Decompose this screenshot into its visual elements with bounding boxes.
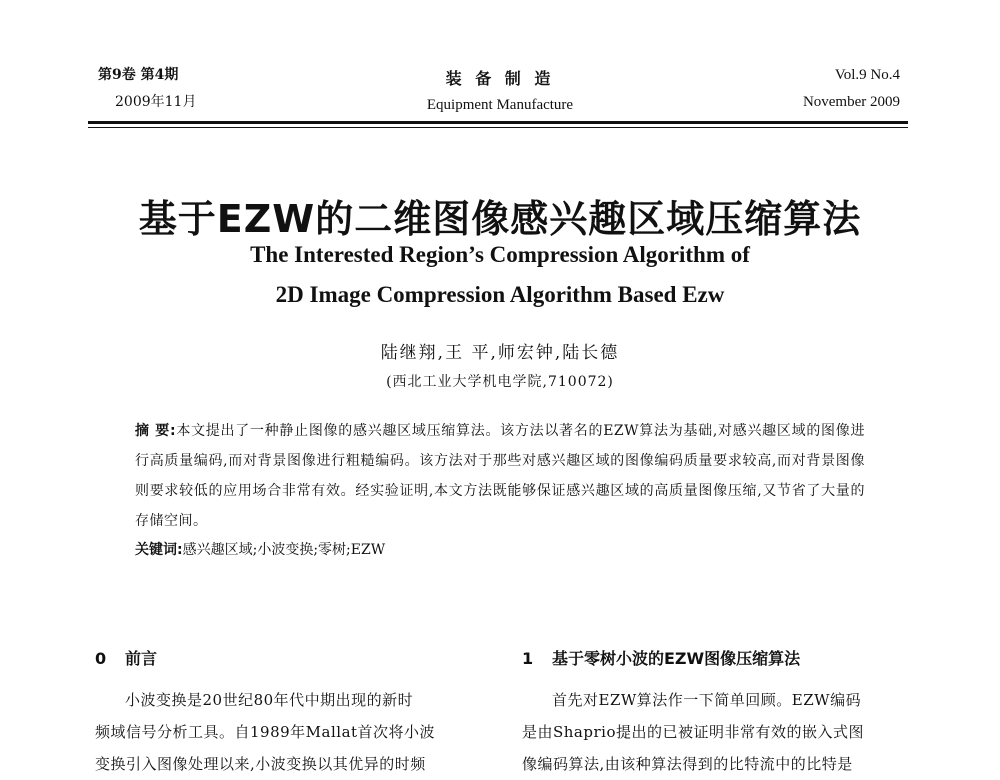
section-1-title: 基于零树小波的EZW图像压缩算法 <box>552 649 801 668</box>
left-column-line: 小波变换是20世纪80年代中期出现的新时 <box>125 691 414 709</box>
author-affiliation: (西北工业大学机电学院,710072) <box>386 374 614 390</box>
paper-title-en-line1: The Interested Region’s Compression Algorithm of <box>250 242 750 267</box>
journal-name-en: Equipment Manufacture <box>426 97 574 113</box>
right-column-line: 像编码算法,由该种算法得到的比特流中的比特是 <box>522 755 853 773</box>
keywords-text: 感兴趣区域;小波变换;零树;EZW <box>182 542 386 558</box>
issue-date-cn: 2009年11月 <box>115 94 197 110</box>
right-column-line: 首先对EZW算法作一下简单回顾。EZW编码 <box>552 691 862 709</box>
section-0-number: 0 <box>95 649 107 668</box>
paper-title-en-line2: 2D Image Compression Algorithm Based Ezw <box>275 282 725 307</box>
header-rule-thin <box>88 127 908 128</box>
abstract-label: 摘 要: <box>135 423 177 439</box>
keywords-label: 关键词: <box>135 542 183 558</box>
issue-volume-en: Vol.9 No.4 <box>834 67 900 83</box>
left-column-line: 变换引入图像处理以来,小波变换以其优异的时频 <box>95 755 426 773</box>
section-1-number: 1 <box>522 649 534 668</box>
keywords <box>135 539 385 559</box>
issue-volume-cn: 第9卷 第4期 <box>98 67 179 83</box>
left-column-line: 频域信号分析工具。自1989年Mallat首次将小波 <box>95 723 436 741</box>
left-column-text <box>95 684 495 780</box>
right-column-text <box>522 684 912 780</box>
right-column-line: 是由Shaprio提出的已被证明非常有效的嵌入式图 <box>522 723 864 741</box>
section-1-heading <box>522 646 800 669</box>
section-0-heading <box>95 646 157 669</box>
author-list: 陆继翔,王 平,师宏钟,陆长德 <box>380 343 620 363</box>
paper-title-cn: 基于EZW的二维图像感兴趣区域压缩算法 <box>138 197 862 241</box>
header-rule-thick <box>88 121 908 124</box>
journal-name-cn: 装 备 制 造 <box>445 69 555 88</box>
section-0-title: 前言 <box>125 649 158 668</box>
issue-date-en: November 2009 <box>802 94 900 110</box>
abstract <box>135 416 865 536</box>
abstract-text: 本文提出了一种静止图像的感兴趣区域压缩算法。该方法以著名的EZW算法为基础,对感兴趣区域的图像进行高质量编码,而对背景图像进行粗糙编码。该方法对于那些对感兴趣区域的图像编码质量要求较高,而对背景图像则要求较低的应用场合非常有效。经实验证明,本文方法既能够保证感兴趣区域的高质量图像压缩,又节省了大量的存储空间。 <box>135 423 865 529</box>
